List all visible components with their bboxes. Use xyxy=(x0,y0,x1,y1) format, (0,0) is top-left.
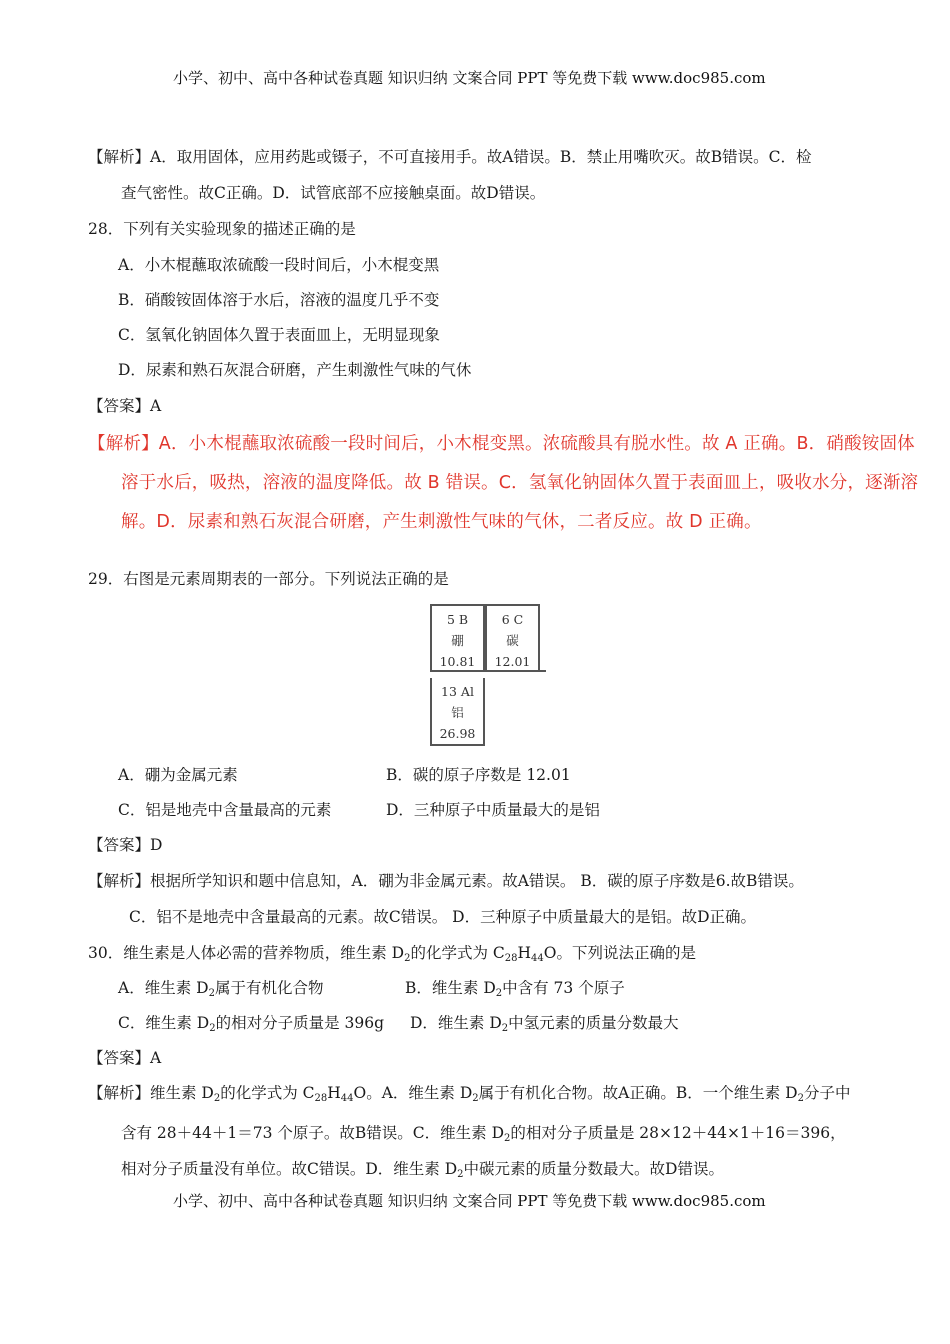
boron-number-symbol: 5 B xyxy=(446,612,469,627)
boron-name: 硼 xyxy=(451,633,464,648)
subscript: 44 xyxy=(340,1093,354,1104)
carbon-mass: 12.01 xyxy=(494,654,531,669)
subscript: 2 xyxy=(213,1093,221,1104)
analysis-text: 【解析】维生素 D xyxy=(88,1084,214,1102)
q30-stem-part2: 的化学式为 C xyxy=(410,944,505,962)
q28-analysis-line3: 解。D．尿素和熟石灰混合研磨，产生刺激性气味的气休，二者反应。故 D 正确。 xyxy=(121,512,762,532)
analysis-text: 含有 28＋44＋1＝73 个原子。故B错误。C．维生素 D xyxy=(121,1124,504,1142)
option-text: D．维生素 D xyxy=(410,1014,502,1032)
q28-analysis-line2: 溶于水后，吸热，溶液的温度降低。故 B 错误。C．氢氧化钠固体久置于表面皿上，吸收水分，逐渐溶 xyxy=(121,473,919,493)
element-cell-aluminum xyxy=(430,678,485,746)
analysis-text: O。A．维生素 D xyxy=(353,1084,473,1102)
q30-option-b xyxy=(405,978,625,998)
analysis-text: 相对分子质量没有单位。故C错误。D．维生素 D xyxy=(121,1160,458,1178)
subscript: 2 xyxy=(208,988,215,999)
option-text: 中氢元素的质量分数最大 xyxy=(508,1014,679,1032)
subscript: 2 xyxy=(501,1023,509,1034)
q29-analysis-line1: 【解析】根据所学知识和题中信息知，A．硼为非金属元素。故A错误。 B．碳的原子序数是6.故B错误。 xyxy=(88,872,804,890)
q30-analysis-line3 xyxy=(121,1159,724,1179)
q28-option-d: D．尿素和熟石灰混合研磨，产生刺激性气味的气休 xyxy=(118,361,472,379)
q28-stem: 28．下列有关实验现象的描述正确的是 xyxy=(88,220,356,238)
option-text: 中含有 73 个原子 xyxy=(502,979,625,997)
analysis-text: 分子中 xyxy=(804,1084,851,1102)
subscript: 2 xyxy=(504,1133,511,1144)
analysis-text: 的化学式为 C xyxy=(220,1084,315,1102)
q30-analysis-line2 xyxy=(121,1123,846,1143)
option-text: 属于有机化合物 xyxy=(214,979,324,997)
table-row-divider xyxy=(430,670,546,680)
subscript: 2 xyxy=(495,988,503,999)
analysis-text: 属于有机化合物。故A正确。B．一个维生素 D xyxy=(478,1084,798,1102)
q28-answer: 【答案】A xyxy=(88,397,162,415)
analysis-text: 的相对分子质量是 28×12＋44×1＋16＝396， xyxy=(510,1124,846,1142)
q27-analysis-line2: 查气密性。故C正确。D．试管底部不应接触桌面。故D错误。 xyxy=(121,184,546,202)
q29-option-a: A．硼为金属元素 xyxy=(118,766,238,784)
aluminum-number-symbol: 13 Al xyxy=(441,684,474,699)
q30-analysis-line1 xyxy=(88,1083,851,1103)
q29-option-c: C．铝是地壳中含量最高的元素 xyxy=(118,801,332,819)
option-text: B．维生素 D xyxy=(405,979,496,997)
element-cell-boron xyxy=(430,604,485,672)
q30-option-c xyxy=(118,1013,384,1033)
q30-stem-part3: O。下列说法正确的是 xyxy=(543,944,696,962)
q28-option-a: A．小木棍蘸取浓硫酸一段时间后，小木棍变黑 xyxy=(118,256,440,274)
element-cell-carbon xyxy=(485,604,540,672)
q29-stem: 29．右图是元素周期表的一部分。下列说法正确的是 xyxy=(88,570,449,588)
subscript: 2 xyxy=(209,1023,216,1034)
q28-analysis-line1: 【解析】A．小木棍蘸取浓硫酸一段时间后，小木棍变黑。浓硫酸具有脱水性。故 A 正确。B．硝酸铵固体 xyxy=(88,434,915,454)
subscript: 2 xyxy=(472,1093,479,1104)
q30-option-a xyxy=(118,978,323,998)
q30-option-d xyxy=(410,1013,679,1033)
boron-mass: 10.81 xyxy=(439,654,476,669)
aluminum-mass: 26.98 xyxy=(439,726,476,741)
q29-analysis-line2: C．铝不是地壳中含量最高的元素。故C错误。 D．三种原子中质量最大的是铝。故D正确。 xyxy=(129,908,757,926)
hydrogen-symbol: H xyxy=(517,944,532,962)
subscript: 28 xyxy=(314,1093,328,1104)
q28-option-c: C．氢氧化钠固体久置于表面皿上，无明显现象 xyxy=(118,326,440,344)
page-footer: 小学、初中、高中各种试卷真题 知识归纳 文案合同 PPT 等免费下载 www.doc985.com xyxy=(173,1192,766,1210)
q29-answer: 【答案】D xyxy=(88,836,163,854)
aluminum-name: 铝 xyxy=(451,705,464,720)
subscript: 2 xyxy=(457,1169,464,1180)
option-text: C．维生素 D xyxy=(118,1014,210,1032)
analysis-text: 中碳元素的质量分数最大。故D错误。 xyxy=(463,1160,724,1178)
periodic-table-fragment xyxy=(430,604,546,746)
q30-stem-part1: 30．维生素是人体必需的营养物质，维生素 D xyxy=(88,944,405,962)
q30-answer: 【答案】A xyxy=(88,1049,162,1067)
q28-option-b: B．硝酸铵固体溶于水后，溶液的温度几乎不变 xyxy=(118,291,440,309)
subscript: 44 xyxy=(531,953,544,964)
subscript: 2 xyxy=(797,1093,804,1104)
carbon-name: 碳 xyxy=(506,633,519,648)
carbon-number-symbol: 6 C xyxy=(501,612,524,627)
option-text: A．维生素 D xyxy=(118,979,209,997)
subscript: 2 xyxy=(404,953,411,964)
q29-option-d: D．三种原子中质量最大的是铝 xyxy=(386,801,600,819)
page-header: 小学、初中、高中各种试卷真题 知识归纳 文案合同 PPT 等免费下载 www.doc985.com xyxy=(173,69,766,87)
q27-analysis-line1: 【解析】A．取用固体，应用药匙或镊子，不可直接用手。故A错误。B．禁止用嘴吹灭。故B错误。C．检 xyxy=(88,148,812,166)
q30-stem xyxy=(88,943,696,963)
option-text: 的相对分子质量是 396g xyxy=(215,1014,385,1032)
subscript: 28 xyxy=(504,953,518,964)
q29-option-b: B．碳的原子序数是 12.01 xyxy=(386,766,571,784)
hydrogen-symbol: H xyxy=(327,1084,341,1102)
